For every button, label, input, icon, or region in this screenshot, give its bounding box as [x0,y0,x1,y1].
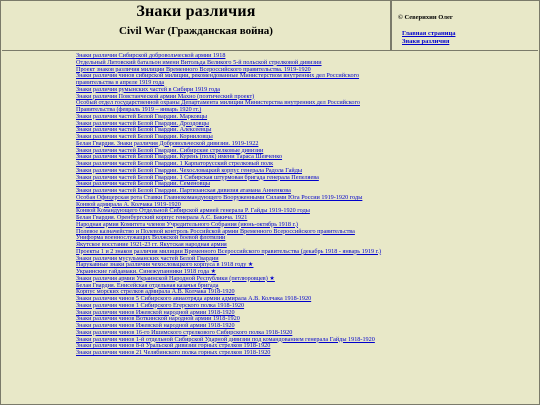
article-link[interactable]: Знаки различия чинов сибирской милиции, рекомендованные Министерством внутренних дел Российского правительства в апреле 1919 года [76,72,360,86]
article-link[interactable]: Знаки различия частей Белой Гвардии. 1 Сибирская штурмовая бригада генерала Пепеляева [76,173,319,181]
article-link[interactable]: Украинские гайдамаки. Синежупанники 1918 года ★ [76,268,217,275]
insignia-link[interactable]: Знаки различия [402,38,450,45]
article-link[interactable]: Знаки различия чинов 1-й отдельной Сибирской Ударной дивизии под командованием генерала Гайды 1918-1920 [76,335,375,343]
article-link[interactable]: Знаки различия чинов 5 Сибирского авиаотряда армии адмирала А.В. Колчака 1918-1920 [76,295,312,302]
article-link[interactable]: Знаки различия частей Белой Гвардии. Дроздовцы [76,119,209,127]
article-link[interactable]: Знаки различия частей Белой Гвардии. Сибирские стрелковые дивизии [76,146,264,154]
article-link[interactable]: Униформа военнослужащих Волжской боевой флотилии [76,234,226,242]
article-link[interactable]: Знаки различия армии Украинской Народной Республики (петлюровцев) ★ [76,274,275,282]
article-link[interactable]: Белая Гвардия. Оренбургский корпус генерала А.С. Бакича. 1921 [76,214,248,221]
article-link[interactable]: Проекты 1 и 2 знаков различия милиции Временного Всероссийского правительства (декабрь 1918 - январь 1919 г.) [76,247,382,255]
article-link[interactable]: Отдельный Литовский батальон имени Витольда Великого 5-й польской стрелковой дивизии [76,58,322,66]
home-link[interactable]: Главная страница [402,30,456,37]
article-link[interactable]: Белая Гвардия. Енисейская отдельная казачья бригада [76,281,219,289]
article-link[interactable]: Знаки различия чинов Ижевской народной армии 1918-1920 [76,322,235,329]
article-link[interactable]: Знаки различия румынских частей в Сибири 1919 года [76,85,220,93]
article-link[interactable]: Конвой адмирала А. Колчака 1919-1920 [76,200,181,208]
article-link[interactable]: Особый отдел государственной охраны Департамента милиции Министерства внутренних дел Российского Правительства (февраль 1919 – январь 1920 гг.) [76,99,360,113]
article-link[interactable]: Корпус морских стрелков адмирала А.В. Колчака 1918-1920 [76,288,235,296]
article-link[interactable]: Знаки различия частей Белой Гвардии. Марковцы [76,112,208,120]
divider [2,50,538,51]
article-link[interactable]: Знаки различия Повстанческой армии Махно (поэтический проект) [76,92,255,100]
copyright: © Северихин Олег [398,14,453,21]
article-link[interactable]: Знаки различия частей Белой Гвардии. Корниловцы [76,133,213,140]
article-link[interactable]: Особая Офицерская рота Ставки Главнокомандующего Вооруженными Силами Юга России 1919-1920 годы [76,193,363,201]
article-link[interactable]: Знаки различия чинов 1 Сибирского Егерского полка 1918-1920 [76,301,245,309]
article-link[interactable]: Знаки различия мусульманских частей Белой Гвардии [76,254,219,262]
article-link[interactable]: Знаки различия частей Белой Гвардии. 1 Карпаторусский стрелковый полк [76,160,274,167]
article-link[interactable]: Знаки различия чинов 8-й Уральской дивизии горных стрелков 1918-1920 [76,342,271,350]
article-list [76,53,386,357]
article-link[interactable]: Знаки различия Сибирской добровольческой армии 1918 [76,52,226,59]
site-title: Знаки различия [136,3,256,20]
article-link[interactable]: Знаки различия чинов Воткинской народной армии 1918-1920 [76,315,240,323]
sidebar [394,0,540,50]
sidebar-links [402,30,455,46]
article-link[interactable]: Знаки различия частей Белой Гвардии. Курень (полк) имени Тараса Шевченко [76,153,283,161]
article-link[interactable]: Знаки различия чинов Ижевской народной армии 1918-1920 [76,308,235,316]
article-link[interactable]: Конвой Командующего Отдельной Сибирской армией генерала Р. Гайды 1919-1920 годы [76,207,310,215]
header [0,0,392,50]
article-link[interactable]: Знаки различия частей Белой Гвардии. Семеновцы [76,180,210,188]
article-link[interactable]: Знаки различия чинов 21 Челябинского полка горных стрелков 1918-1920 [76,349,271,356]
article-link[interactable]: Народная армия Комитета членов Учредительного Собрания (июнь-октябрь 1918 г.) [76,220,298,228]
article-link[interactable]: Знаки различия частей Белой Гвардии. Алексеевцы [76,126,212,134]
article-link[interactable]: Знаки различия частей Белой Гвардии. Партизанская дивизия атамана Анненкова [76,187,291,194]
page-title: Civil War (Гражданская война) [119,25,273,37]
article-link[interactable]: Белая Гвардия. Знаки различия Добровольческой дивизии. 1919-1922 [76,139,259,147]
article-link[interactable]: Знаки различия частей Белой Гвардии. Чехословацкий корпус генерала Радола Гайды [76,166,302,174]
article-link[interactable]: Полевое казначейство и Полевой контроль Российской армии Временного Всероссийского правительства [76,227,355,235]
article-link[interactable]: Знаки различия чинов 16-го Ишимского стрелкового Сибирского полка 1918-1920 [76,328,293,336]
article-link[interactable]: Якутское восстание 1921-23 гг. Якутская народная армия [76,241,227,248]
article-link[interactable]: Проект знаков различия милиции Временного Всероссийского правительства. 1919-1920 [76,65,311,73]
article-link[interactable]: Нарукавные знаки различия чехословацкого корпуса в 1918 году ★ [76,261,254,269]
